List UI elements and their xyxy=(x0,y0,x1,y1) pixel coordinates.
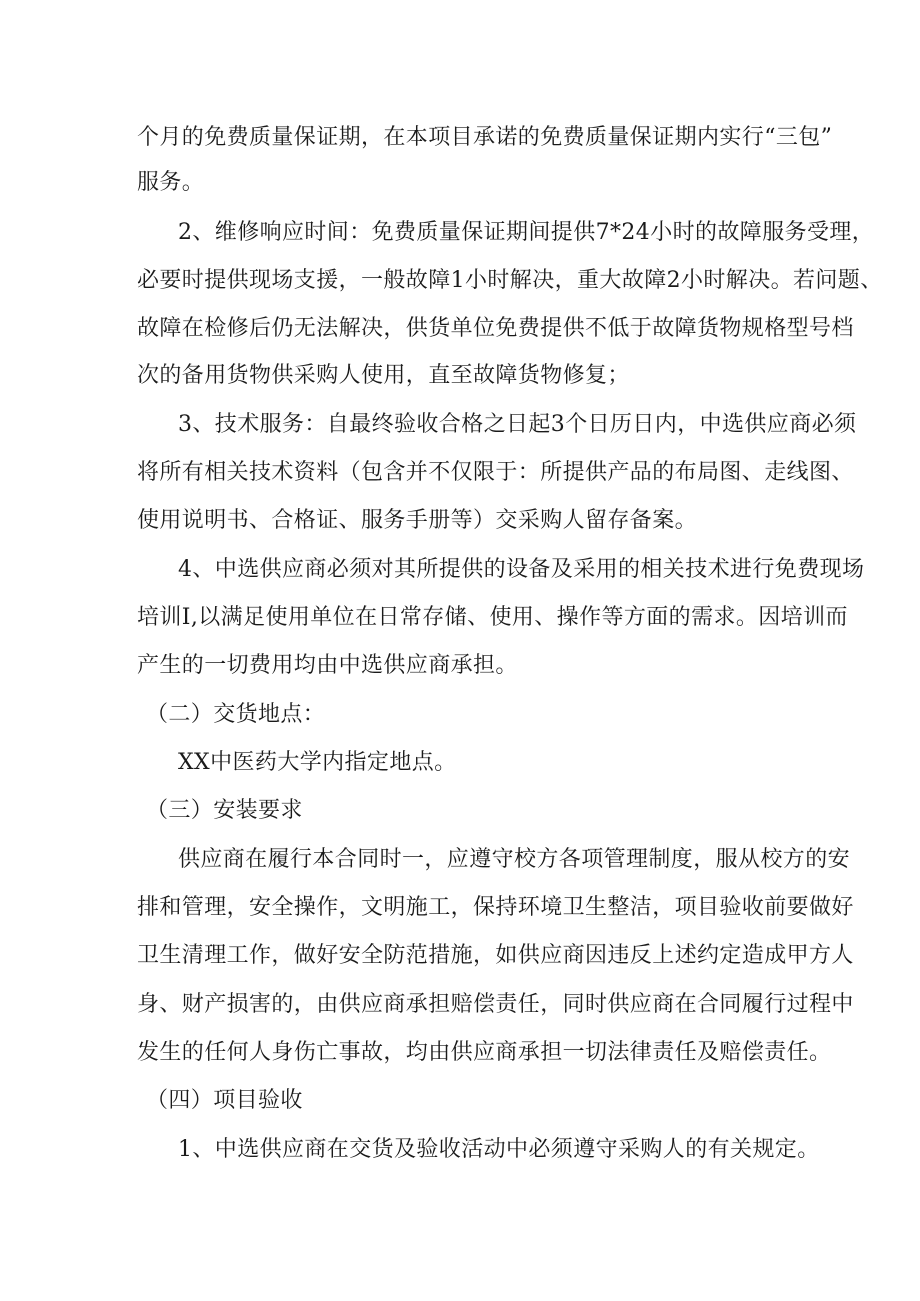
section-heading-acceptance: （四）项目验收 xyxy=(146,1088,303,1113)
section-heading-installation: （三）安装要求 xyxy=(146,798,303,823)
text-line-5: 故障在检修后仍无法解决，供货单位免费提供不低于故障货物规格型号档 xyxy=(137,316,854,341)
text-line-11: 培训I,以满足使用单位在日常存储、使用、操作等方面的需求。因培训而 xyxy=(137,605,848,630)
text-line-2: 服务。 xyxy=(137,170,205,195)
text-line-22: 1、中选供应商在交货及验收活动中必须遵守采购人的有关规定。 xyxy=(178,1137,820,1162)
text-line-8: 将所有相关技术资料（包含并不仅限于：所提供产品的布局图、走线图、 xyxy=(137,460,854,485)
text-line-9: 使用说明书、合格证、服务手册等）交采购人留存备案。 xyxy=(137,508,698,533)
text-line-10: 4、中选供应商必须对其所提供的设备及采用的相关技术进行免费现场 xyxy=(178,557,865,582)
text-line-7: 3、技术服务：自最终验收合格之日起3个日历日内，中选供应商必须 xyxy=(178,412,857,437)
text-line-20: 发生的任何人身伤亡事故，均由供应商承担一切法律责任及赔偿责任。 xyxy=(137,1040,832,1065)
text-line-6: 次的备用货物供采购人使用，直至故障货物修复； xyxy=(137,363,630,388)
section-heading-delivery: （二）交货地点： xyxy=(146,702,326,727)
text-line-12: 产生的一切费用均由中选供应商承担。 xyxy=(137,653,518,678)
text-line-1: 个月的免费质量保证期，在本项目承诺的免费质量保证期内实行“三包” xyxy=(137,125,833,150)
text-line-18: 卫生清理工作，做好安全防范措施，如供应商因违反上述约定造成甲方人 xyxy=(137,943,854,968)
text-line-17: 排和管理，安全操作，文明施工，保持环境卫生整洁，项目验收前要做好 xyxy=(137,895,854,920)
text-line-19: 身、财产损害的，由供应商承担赔偿责任，同时供应商在合同履行过程中 xyxy=(137,992,854,1017)
text-line-14: XX中医药大学内指定地点。 xyxy=(178,750,457,775)
text-line-16: 供应商在履行本合同时一，应遵守校方各项管理制度，服从校方的安 xyxy=(178,847,851,872)
text-line-3: 2、维修响应时间：免费质量保证期间提供7*24小时的故障服务受理， xyxy=(178,220,875,245)
text-line-4: 必要时提供现场支援，一般故障1小时解决，重大故障2小时解决。若问题、 xyxy=(137,268,883,293)
